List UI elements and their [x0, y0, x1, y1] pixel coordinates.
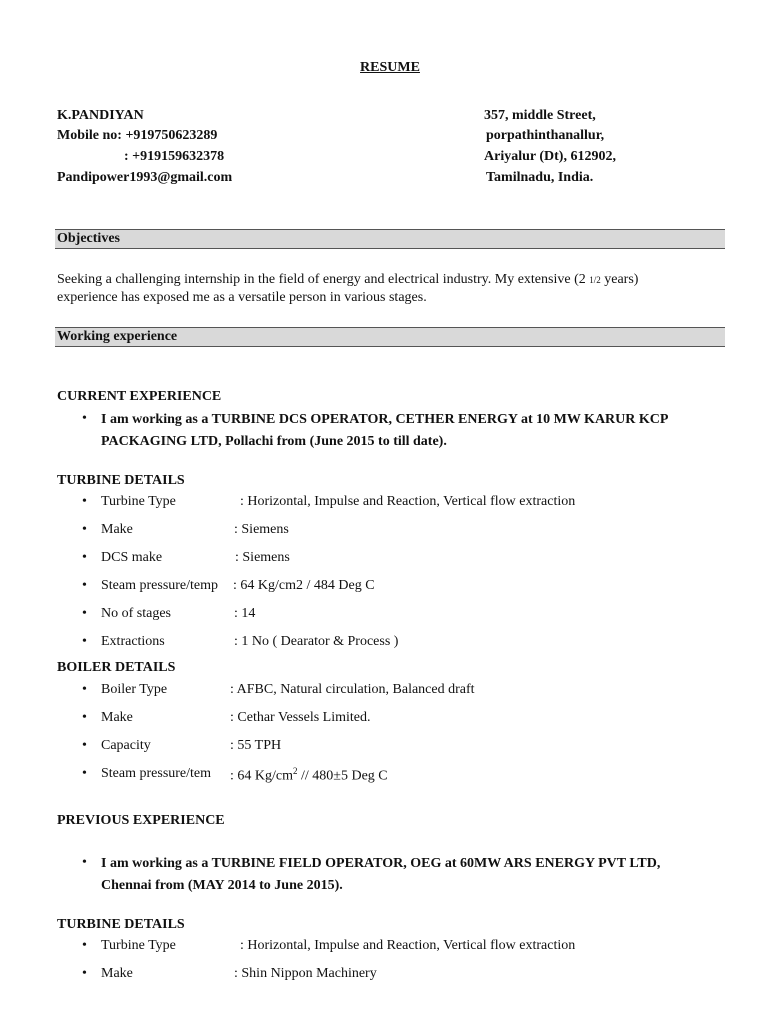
capacity-label: Capacity	[101, 738, 151, 753]
email-address: Pandipower1993@gmail.com	[57, 170, 233, 185]
mobile-secondary: : +919159632378	[124, 149, 225, 164]
bullet: •	[82, 766, 87, 781]
capacity-value: : 55 TPH	[230, 738, 282, 753]
bullet: •	[82, 522, 87, 537]
boiler-type-value: : AFBC, Natural circulation, Balanced draft	[230, 682, 475, 697]
extractions-label: Extractions	[101, 634, 165, 649]
turbine-type-label: Turbine Type	[101, 494, 176, 509]
resume-title: RESUME	[360, 60, 420, 75]
work-heading: Working experience	[57, 329, 178, 344]
address-line-4: Tamilnadu, India.	[486, 170, 594, 185]
bullet: •	[82, 634, 87, 649]
address-line-1: 357, middle Street,	[484, 108, 596, 123]
extractions-value: : 1 No ( Dearator & Process )	[234, 634, 399, 649]
work-section-bar	[55, 327, 725, 347]
turbine2-make-label: Make	[101, 966, 133, 981]
bullet: •	[82, 606, 87, 621]
bullet: •	[82, 494, 87, 509]
turbine-details-heading: TURBINE DETAILS	[57, 473, 185, 488]
bullet: •	[82, 938, 87, 953]
objectives-text: Seeking a challenging internship in the field of energy and electrical industry. My extensive (2 1/2 years) experience has exposed me as a versatile person in various stages.	[57, 272, 639, 305]
current-experience-text: I am working as a TURBINE DCS OPERATOR, CETHER ENERGY at 10 MW KARUR KCP PACKAGING LTD, Pollachi from (June 2015 to till date).	[101, 412, 669, 449]
turbine2-type-label: Turbine Type	[101, 938, 176, 953]
boiler-make-label: Make	[101, 710, 133, 725]
bullet: •	[82, 682, 87, 697]
turbine-make-label: Make	[101, 522, 133, 537]
stages-value: : 14	[234, 606, 256, 621]
bullet: •	[82, 966, 87, 981]
steam-pressure-value: : 64 Kg/cm2 / 484 Deg C	[233, 578, 375, 593]
boiler-steam-label: Steam pressure/tem	[101, 766, 212, 781]
previous-experience-text: I am working as a TURBINE FIELD OPERATOR, OEG at 60MW ARS ENERGY PVT LTD, Chennai from (MAY 2014 to June 2015).	[101, 856, 661, 893]
turbine-type-value: : Horizontal, Impulse and Reaction, Vertical flow extraction	[240, 494, 576, 509]
steam-pressure-label: Steam pressure/temp	[101, 578, 219, 593]
address-line-3: Ariyalur (Dt), 612902,	[484, 149, 616, 164]
turbine-details-heading-2: TURBINE DETAILS	[57, 917, 185, 932]
turbine2-type-value: : Horizontal, Impulse and Reaction, Vertical flow extraction	[240, 938, 576, 953]
bullet: •	[82, 855, 87, 870]
bullet: •	[82, 411, 87, 426]
fraction-half: 1/2	[589, 275, 601, 285]
objectives-heading: Objectives	[57, 231, 120, 246]
candidate-name: K.PANDIYAN	[57, 108, 144, 123]
bullet: •	[82, 578, 87, 593]
bullet: •	[82, 550, 87, 565]
mobile-primary: Mobile no: +919750623289	[57, 128, 218, 143]
bullet: •	[82, 738, 87, 753]
turbine2-make-value: : Shin Nippon Machinery	[234, 966, 377, 981]
dcs-make-label: DCS make	[101, 550, 163, 565]
current-experience-heading: CURRENT EXPERIENCE	[57, 389, 222, 404]
objectives-section-bar	[55, 229, 725, 249]
dcs-make-value: : Siemens	[235, 550, 290, 565]
previous-experience-heading: PREVIOUS EXPERIENCE	[57, 813, 225, 828]
boiler-steam-value: : 64 $Kg/cm^2 // 480\pm 5$ Deg C	[230, 766, 388, 784]
boiler-type-label: Boiler Type	[101, 682, 168, 697]
address-line-2: porpathinthanallur,	[486, 128, 605, 143]
boiler-details-heading: BOILER DETAILS	[57, 660, 176, 675]
stages-label: No of stages	[101, 606, 171, 621]
turbine-make-value: : Siemens	[234, 522, 289, 537]
boiler-make-value: : Cethar Vessels Limited.	[230, 710, 371, 725]
bullet: •	[82, 710, 87, 725]
